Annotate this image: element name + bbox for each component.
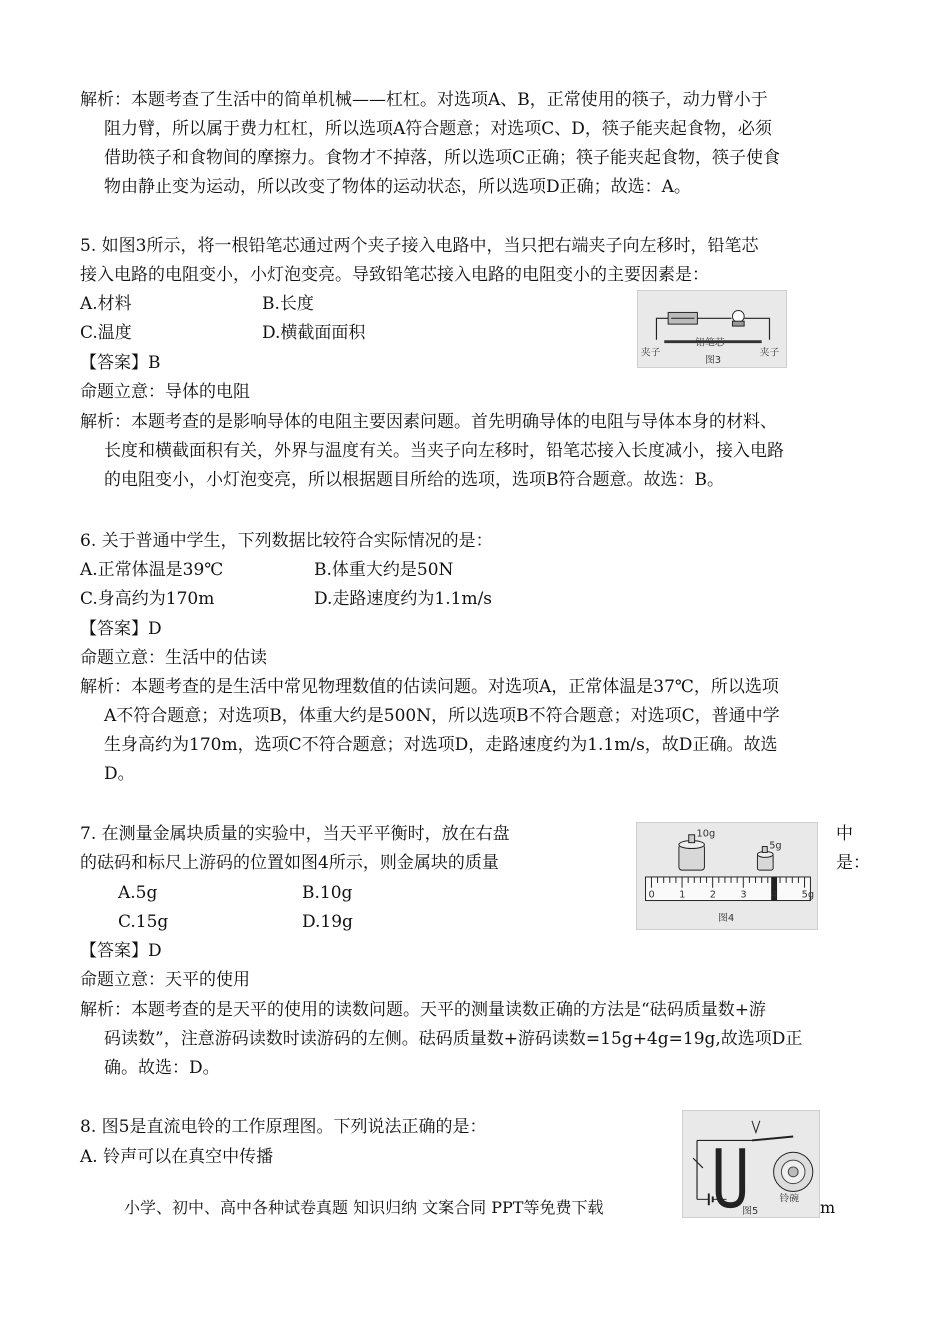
ruler-tick-label: 4 — [770, 889, 778, 901]
figure-3-label-left: 夹子 — [640, 347, 661, 359]
q6-option-a: A.正常体温是39℃ — [80, 560, 224, 580]
q7-option-c: C.15g — [118, 912, 169, 932]
q7-option-d: D.19g — [302, 912, 353, 932]
q5-option-a: A.材料 — [80, 294, 132, 314]
figure-5-electric-bell — [682, 1110, 820, 1218]
q7-analysis-line-2: 码读数”，注意游码读数时读游码的左侧。砝码质量数+游码读数=15g+4g=19g,故选项D正 — [104, 1029, 803, 1049]
figure-3-label-right: 夹子 — [759, 347, 780, 359]
q4-analysis-line-2: 阻力臂，所以属于费力杠杠，所以选项A符合题意；对选项C、D，筷子能夹起食物，必须 — [104, 119, 772, 139]
q6-analysis-line-4: D。 — [104, 764, 135, 784]
q5-option-c: C.温度 — [80, 323, 132, 343]
q5-analysis-line-2: 长度和横截面积有关，外界与温度有关。当夹子向左移时，铅笔芯接入长度减小，接入电路 — [104, 441, 784, 461]
q7-analysis-line-3: 确。故选：D。 — [104, 1058, 220, 1078]
q6-option-b: B.体重大约是50N — [314, 560, 454, 580]
figure-3-label-center: 铅笔芯 — [695, 337, 725, 349]
figure-4-weight-big: 10g — [696, 828, 716, 840]
q6-analysis-line-1: 解析：本题考查的是生活中常见物理数值的估读问题。对选项A，正常体温是37℃，所以选项 — [80, 677, 779, 697]
q7-analysis-line-1: 解析：本题考查的是天平的使用的读数问题。天平的测量读数正确的方法是“砝码质量数+游 — [80, 1000, 766, 1020]
q7-stem-line-2: 的砝码和标尺上游码的位置如图4所示，则金属块的质量 — [80, 853, 499, 873]
q6-intent: 命题立意：生活中的估读 — [80, 648, 267, 668]
q5-analysis-line-3: 的电阻变小，小灯泡变亮，所以根据题目所给的选项，选项B符合题意。故选：B。 — [104, 470, 724, 490]
ruler-tick-label: 1 — [679, 889, 686, 901]
q4-analysis-line-1: 解析：本题考查了生活中的简单机械——杠杠。对选项A、B，正常使用的筷子，动力臂小于 — [80, 90, 768, 110]
q6-analysis-line-3: 生身高约为170m，选项C不符合题意；对选项D，走路速度约为1.1m/s，故D正确。故选 — [104, 735, 778, 755]
figure-4-balance — [636, 822, 818, 930]
footer-tail: m — [820, 1198, 836, 1217]
q6-option-d: D.走路速度约为1.1m/s — [314, 589, 493, 609]
q7-intent: 命题立意：天平的使用 — [80, 970, 250, 990]
q6-option-c: C.身高约为170m — [80, 589, 215, 609]
q7-stem-line-2-end: 是： — [836, 853, 870, 873]
q8-stem: 8. 图5是直流电铃的工作原理图。下列说法正确的是： — [80, 1117, 487, 1137]
q4-analysis-line-4: 物由静止变为运动，所以改变了物体的运动状态，所以选项D正确；故选：A。 — [104, 177, 691, 197]
q7-option-b: B.10g — [302, 883, 353, 903]
q6-stem: 6. 关于普通中学生，下列数据比较符合实际情况的是： — [80, 531, 493, 551]
q5-stem-line-2: 接入电路的电阻变小，小灯泡变亮。导致铅笔芯接入电路的电阻变小的主要因素是： — [80, 265, 709, 285]
q6-answer: 【答案】D — [80, 619, 162, 639]
ruler-tick-label: 5g — [801, 889, 815, 901]
figure-4-caption: 图4 — [718, 913, 735, 925]
ruler-tick-label: 3 — [740, 889, 747, 901]
q7-stem-line-1-end: 中 — [836, 824, 853, 844]
q5-answer: 【答案】B — [80, 353, 161, 373]
q4-analysis-line-3: 借助筷子和食物间的摩擦力。食物才不掉落，所以选项C正确；筷子能夹起食物，筷子使食 — [104, 148, 781, 168]
q8-option-a: A. 铃声可以在真空中传播 — [80, 1147, 274, 1167]
ruler-tick-label: 0 — [648, 889, 655, 901]
figure-5-caption: 图5 — [742, 1206, 759, 1217]
q7-stem-line-1: 7. 在测量金属块质量的实验中，当天平平衡时，放在右盘 — [80, 824, 510, 844]
q6-analysis-line-2: A不符合题意；对选项B，体重大约是500N，所以选项B不符合题意；对选项C，普通中学 — [104, 706, 780, 726]
q5-analysis-line-1: 解析：本题考查的是影响导体的电阻主要因素问题。首先明确导体的电阻与导体本身的材料、 — [80, 412, 777, 432]
q5-stem-line-1: 5. 如图3所示，将一根铅笔芯通过两个夹子接入电路中，当只把右端夹子向左移时，铅笔芯 — [80, 236, 759, 256]
q5-option-b: B.长度 — [262, 294, 314, 314]
footer-text: 小学、初中、高中各种试卷真题 知识归纳 文案合同 PPT等免费下载 — [124, 1198, 604, 1217]
ruler-tick-label: 2 — [709, 889, 716, 901]
q5-intent: 命题立意：导体的电阻 — [80, 382, 250, 402]
figure-3-caption: 图3 — [705, 355, 722, 367]
q7-option-a: A.5g — [118, 883, 158, 903]
figure-4-weight-small: 5g — [769, 840, 782, 852]
q7-answer: 【答案】D — [80, 941, 162, 961]
figure-5-label-bell: 铃碗 — [779, 1193, 800, 1205]
q5-option-d: D.横截面面积 — [262, 323, 366, 343]
figure-3-pencil-circuit — [637, 290, 787, 368]
